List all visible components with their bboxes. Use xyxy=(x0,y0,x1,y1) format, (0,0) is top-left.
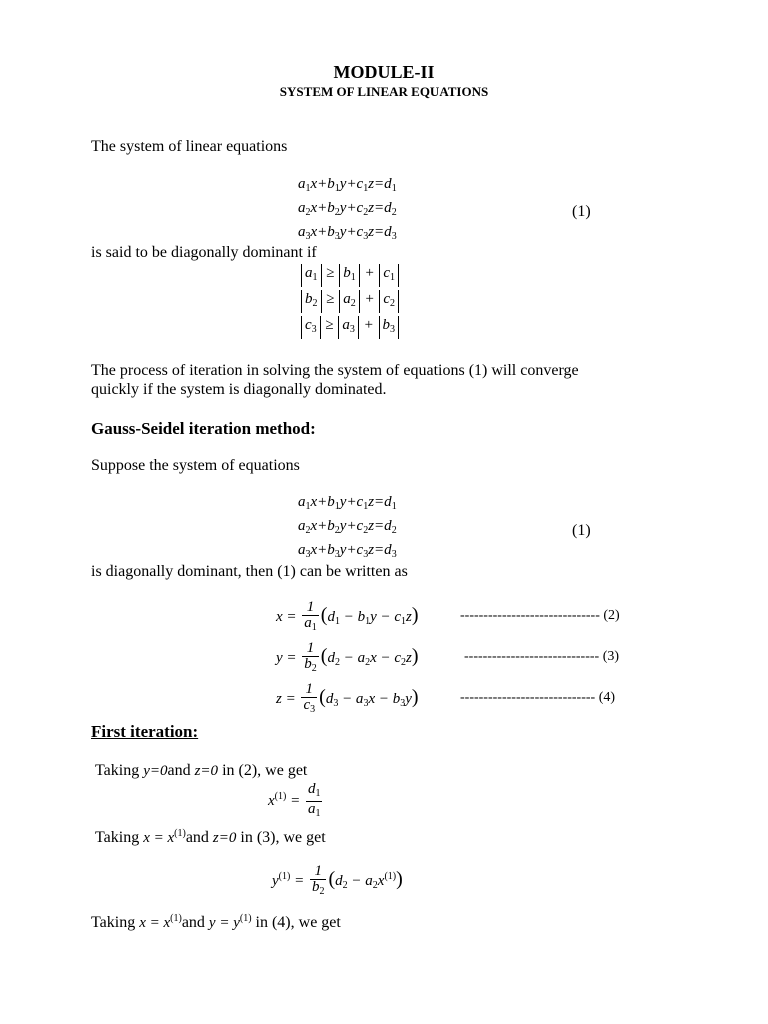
iteration-step-3 xyxy=(91,913,341,932)
dominant-text: is said to be diagonally dominant if xyxy=(91,244,317,261)
page-title: MODULE-II xyxy=(333,62,435,82)
suppose-text: Suppose the system of equations xyxy=(91,457,300,474)
step1-post-text: in (2), we get xyxy=(222,762,308,779)
step3-condition-y: $y = y^{(1)}$ xyxy=(208,913,252,931)
step3-and-text: and xyxy=(181,914,205,931)
step1-condition-z: z=0 xyxy=(194,763,219,779)
equation-2c: $a_3x+b_3y+c_3z=d_3$ xyxy=(298,542,397,560)
step1-pre-text: Taking xyxy=(95,762,140,779)
dominance-condition-2: $b_2 \ge a_2 + c_2$ xyxy=(300,290,400,313)
dominance-condition-3: $c_3 \ge a_3 + b_3$ xyxy=(300,316,400,339)
step2-and-text: and xyxy=(185,829,209,846)
written-as-text: is diagonally dominant, then (1) can be written as xyxy=(91,563,408,580)
section-heading-first-iteration: First iteration: xyxy=(91,722,199,741)
equation-1c: $a_3x+b_3y+c_3z=d_3$ xyxy=(298,224,397,242)
step2-pre-text: Taking xyxy=(95,829,140,846)
result-y1: $y^{(1)}$ = $\frac{1}{b_2}$ $(d_2 - a_2x^{(1)})$ xyxy=(272,863,403,897)
equation-label-4: ----------------------------- (4) xyxy=(460,690,616,705)
equation-2a: $a_1x+b_1y+c_1z=d_1$ xyxy=(298,494,397,512)
converge-text-line2: quickly if the system is diagonally dominated. xyxy=(91,381,387,398)
step3-post-text: in (4), we get xyxy=(255,914,341,931)
formula-y: y = $\frac{1}{b_2}$ $(d_2 - a_2x - c_2z)$ xyxy=(276,640,419,674)
step1-condition-y: y=0 xyxy=(143,763,168,779)
equation-1a: $a_1x+b_1y+c_1z=d_1$ xyxy=(298,176,397,194)
dominance-condition-1: $a_1 \ge b_1 + c_1$ xyxy=(300,264,400,287)
iteration-step-2 xyxy=(95,828,326,847)
equation-2b: $a_2x+b_2y+c_2z=d_2$ xyxy=(298,518,397,536)
converge-text-line1: The process of iteration in solving the system of equations (1) will converge xyxy=(91,362,579,379)
equation-label-2: ------------------------------ (2) xyxy=(460,608,620,623)
step3-pre-text: Taking xyxy=(91,914,136,931)
equation-number-2: (1) xyxy=(572,522,591,539)
formula-x: x = $\frac{1}{a_1}$ $(d_1 - b_1y - c_1z)$ xyxy=(276,599,419,633)
iteration-step-1 xyxy=(95,762,307,780)
result-x1: $x^{(1)}$ = $\frac{d_1}{a_1}$ xyxy=(268,781,321,819)
step1-and-text: and xyxy=(167,762,191,779)
page-subtitle: SYSTEM OF LINEAR EQUATIONS xyxy=(279,84,489,99)
step2-post-text: in (3), we get xyxy=(240,829,326,846)
intro-text: The system of linear equations xyxy=(91,138,288,155)
formula-z: z = $\frac{1}{c_3}$ $(d_3 - a_3x - b_3y)$ xyxy=(276,681,419,715)
equation-label-3: ----------------------------- (3) xyxy=(464,649,620,664)
step2-condition-z: z=0 xyxy=(212,830,237,846)
equation-number: (1) xyxy=(572,203,591,220)
step3-condition-x: $x = x^{(1)}$ xyxy=(139,913,182,931)
step2-condition-x: $x = x^{(1)}$ xyxy=(143,828,186,846)
section-heading-gauss-seidel: Gauss-Seidel iteration method: xyxy=(91,419,316,438)
equation-1b: $a_2x+b_2y+c_2z=d_2$ xyxy=(298,200,397,218)
